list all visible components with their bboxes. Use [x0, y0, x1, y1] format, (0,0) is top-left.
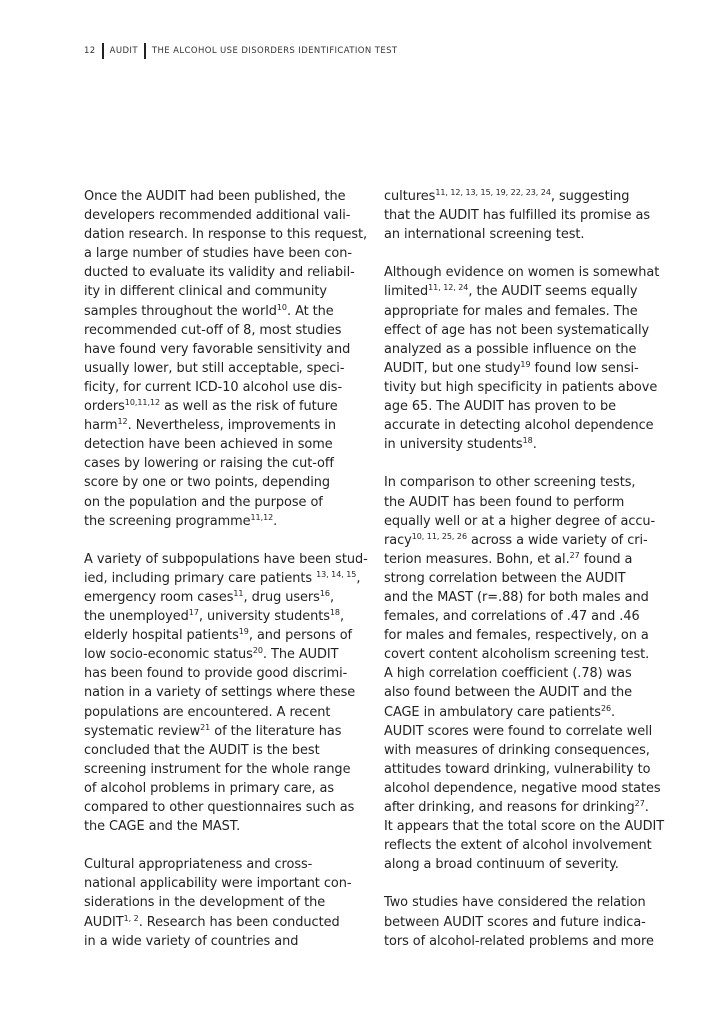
citation: 19	[520, 359, 531, 369]
text-line: CAGE in ambulatory care patients$^{26}$.	[384, 703, 616, 720]
text-line: Although evidence on women is somewhat	[384, 265, 660, 281]
citation: 18	[329, 608, 340, 618]
citation: 26	[600, 703, 612, 713]
citation: 18	[522, 436, 533, 446]
text-line: orders$^{10,11,12}$ as well as the risk of future	[84, 398, 338, 415]
citation: 13, 14, 15	[316, 569, 357, 579]
text-line: recommended cut-off of 8, most studies	[84, 322, 342, 338]
text-line: racy$^{10, 11, 25, 26}$ across a wide variety of cri-	[384, 531, 648, 548]
running-header	[84, 43, 397, 59]
text-line: In comparison to other screening tests,	[384, 475, 636, 491]
text-line: A high correlation coefficient (.78) was	[384, 666, 632, 682]
paragraph	[384, 473, 665, 874]
paragraph	[84, 550, 368, 836]
paragraph	[384, 263, 660, 454]
text-line: concluded that the AUDIT is the best	[84, 742, 320, 758]
text-line: samples throughout the world$^{10}$. At the	[84, 302, 334, 319]
text-line: the CAGE and the MAST.	[84, 819, 241, 835]
text-line: appropriate for males and females. The	[384, 303, 638, 319]
text-line: AUDIT scores were found to correlate well	[384, 723, 653, 739]
text-line: tors of alcohol-related problems and more	[384, 933, 654, 949]
text-line: also found between the AUDIT and the	[384, 685, 632, 701]
text-line: cultures$^{11, 12, 13, 15, 19, 22, 23, 24}$, suggesting	[384, 188, 630, 204]
text-line: ied, including primary care patients $^{13, 14, 15}$,	[84, 569, 361, 586]
text-line: effect of age has not been systematically	[384, 322, 650, 338]
text-line: AUDIT, but one study$^{19}$ found low sensi-	[384, 359, 639, 376]
text-line: dation research. In response to this request,	[84, 227, 368, 243]
text-line: of alcohol problems in primary care, as	[84, 780, 335, 796]
text-line: in university students$^{18}$.	[384, 436, 537, 453]
citation: 11, 12, 24	[428, 283, 469, 293]
text-line: screening instrument for the whole range	[84, 761, 351, 777]
citation: 10,11,12	[124, 398, 161, 408]
text-line: developers recommended additional vali-	[84, 208, 351, 224]
text-line: on the population and the purpose of	[84, 494, 323, 510]
citation: 27	[634, 799, 645, 808]
right-column	[384, 187, 665, 970]
text-line: along a broad continuum of severity.	[384, 857, 619, 873]
text-line: elderly hospital patients$^{19}$, and persons of	[84, 627, 353, 644]
text-line: accurate in detecting alcohol dependence	[384, 418, 654, 434]
text-line: strong correlation between the AUDIT	[384, 570, 626, 586]
text-line: national applicability were important con-	[84, 876, 352, 892]
text-line: terion measures. Bohn, et al.$^{27}$ found a	[384, 550, 633, 567]
text-line: reflects the extent of alcohol involvement	[384, 838, 652, 854]
text-line: females, and correlations of .47 and .46	[384, 609, 640, 625]
citation: 16	[319, 588, 330, 598]
text-line: ducted to evaluate its validity and reliabil-	[84, 265, 355, 281]
text-line: It appears that the total score on the AUDIT	[384, 819, 665, 835]
text-line: attitudes toward drinking, vulnerability to	[384, 761, 651, 777]
citation: 10, 11, 25, 26	[411, 531, 467, 541]
text-line: Two studies have considered the relation	[384, 895, 646, 911]
text-line: ficity, for current ICD-10 alcohol use dis-	[84, 379, 343, 395]
citation: 19	[238, 627, 249, 637]
text-line: the unemployed$^{17}$, university students$^{18}$,	[84, 608, 345, 625]
text-line: equally well or at a higher degree of accu-	[384, 513, 656, 529]
text-line: A variety of subpopulations have been stud-	[84, 551, 368, 567]
paragraph	[384, 893, 654, 950]
citation: 10	[276, 302, 287, 312]
text-line: systematic review$^{21}$ of the literature has	[84, 722, 342, 739]
text-line: and the MAST (r=.88) for both males and	[384, 589, 649, 605]
text-line: with measures of drinking consequences,	[384, 742, 650, 758]
text-line: siderations in the development of the	[84, 895, 326, 911]
text-line: a large number of studies have been con-	[84, 246, 352, 262]
paragraph	[84, 855, 352, 950]
text-line: has been found to provide good discrimi-	[84, 666, 348, 682]
text-line: low socio-economic status$^{20}$. The AUDIT	[84, 646, 339, 663]
citation: 1, 2	[123, 913, 139, 923]
text-line: in a wide variety of countries and	[84, 933, 299, 949]
left-column	[84, 187, 368, 970]
text-line: tivity but high specificity in patients above	[384, 379, 658, 395]
citation: 20	[252, 646, 263, 656]
text-line: ity in different clinical and community	[84, 284, 328, 300]
page-number: 12	[84, 46, 96, 56]
citation: 11	[233, 588, 244, 598]
text-line: Once the AUDIT had been published, the	[84, 189, 346, 204]
text-line: analyzed as a possible influence on the	[384, 341, 637, 357]
citation: 12	[117, 417, 128, 427]
citation: 11,12	[250, 512, 274, 522]
text-line: populations are encountered. A recent	[84, 704, 331, 720]
text-line: detection have been achieved in some	[84, 437, 333, 453]
citation: 11, 12, 13, 15, 19, 22, 23, 24	[435, 188, 551, 197]
text-line: between AUDIT scores and future indica-	[384, 914, 646, 930]
text-line: limited$^{11, 12, 24}$, the AUDIT seems equally	[384, 283, 638, 300]
text-line: age 65. The AUDIT has proven to be	[384, 399, 616, 415]
header-divider	[144, 43, 146, 59]
header-title: THE ALCOHOL USE DISORDERS IDENTIFICATION TEST	[151, 46, 398, 56]
text-line: an international screening test.	[384, 227, 585, 243]
text-line: the AUDIT has been found to perform	[384, 494, 625, 510]
text-line: Cultural appropriateness and cross-	[84, 857, 313, 873]
text-line: after drinking, and reasons for drinking$^{27}$.	[384, 799, 649, 815]
citation: 27	[569, 550, 580, 560]
text-line: nation in a variety of settings where these	[84, 685, 356, 701]
header-section: AUDIT	[109, 46, 138, 56]
paragraph	[84, 187, 368, 531]
text-line: have found very favorable sensitivity and	[84, 341, 351, 357]
text-line: AUDIT$^{1, 2}$. Research has been conducted	[84, 913, 340, 930]
text-line: the screening programme$^{11,12}$.	[84, 512, 278, 529]
text-line: harm$^{12}$. Nevertheless, improvements in	[84, 417, 337, 434]
header-divider	[102, 43, 104, 59]
citation: 17	[188, 608, 199, 618]
text-line: covert content alcoholism screening test.	[384, 647, 650, 663]
text-line: emergency room cases$^{11}$, drug users$^{16}$,	[84, 588, 335, 605]
text-line: compared to other questionnaires such as	[84, 800, 355, 815]
text-line: score by one or two points, depending	[84, 475, 331, 491]
citation: 21	[200, 722, 211, 732]
text-line: for males and females, respectively, on a	[384, 628, 649, 644]
text-line: that the AUDIT has fulfilled its promise as	[384, 208, 651, 224]
paragraph	[384, 187, 651, 244]
text-line: alcohol dependence, negative mood states	[384, 780, 661, 796]
text-line: usually lower, but still acceptable, speci-	[84, 360, 345, 376]
text-line: cases by lowering or raising the cut-off	[84, 456, 334, 472]
